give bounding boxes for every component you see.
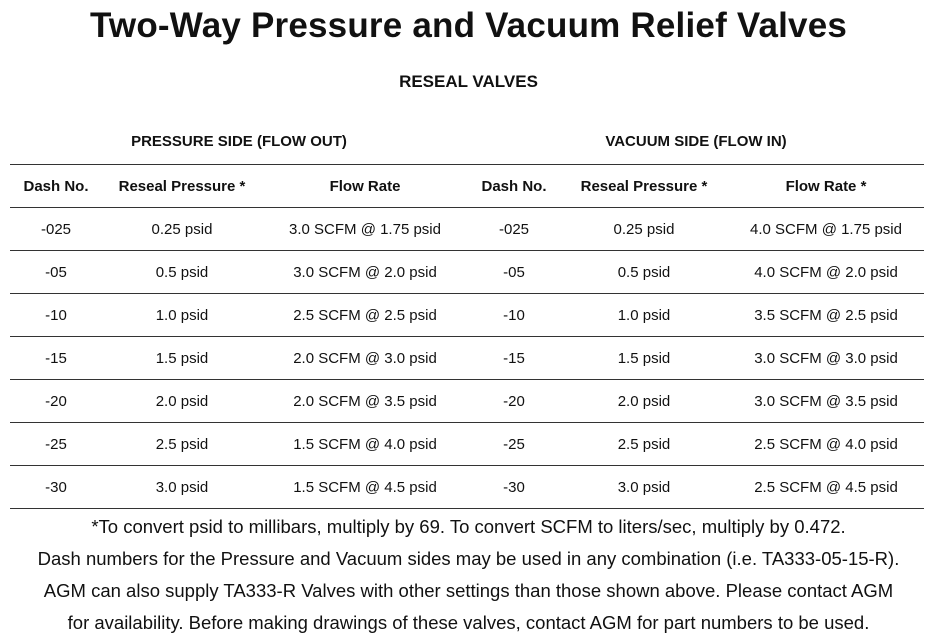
table-row <box>10 337 924 380</box>
reseal-valves-table <box>10 164 924 509</box>
page-subtitle: RESEAL VALVES <box>399 72 538 91</box>
table-row <box>10 294 924 337</box>
header-pressure-reseal-pressure: Reseal Pressure * <box>102 165 262 208</box>
vacuum-reseal-pressure: 1.5 psid <box>560 337 728 380</box>
vacuum-dash-no: -025 <box>468 208 560 251</box>
table-row <box>10 466 924 509</box>
vacuum-dash-no: -15 <box>468 337 560 380</box>
header-vacuum-dash-no: Dash No. <box>468 165 560 208</box>
settings-note: AGM can also supply TA333-R Valves with other settings than those shown above. Please contact AGM <box>43 580 894 601</box>
table-row <box>10 380 924 423</box>
table-row <box>10 423 924 466</box>
vacuum-reseal-pressure: 1.0 psid <box>560 294 728 337</box>
footnotes <box>0 511 937 639</box>
vacuum-flow-rate: 2.5 SCFM @ 4.0 psid <box>728 423 924 466</box>
vacuum-flow-rate: 3.0 SCFM @ 3.0 psid <box>728 337 924 380</box>
pressure-flow-rate: 2.0 SCFM @ 3.5 psid <box>262 380 468 423</box>
vacuum-side-header: VACUUM SIDE (FLOW IN) <box>605 133 787 150</box>
pressure-flow-rate: 3.0 SCFM @ 1.75 psid <box>262 208 468 251</box>
combination-note: Dash numbers for the Pressure and Vacuum sides may be used in any combination (i.e. TA333-05-15-R). <box>37 548 900 569</box>
pressure-flow-rate: 3.0 SCFM @ 2.0 psid <box>262 251 468 294</box>
vacuum-flow-rate: 3.0 SCFM @ 3.5 psid <box>728 380 924 423</box>
pressure-dash-no: -20 <box>10 380 102 423</box>
vacuum-flow-rate: 4.0 SCFM @ 2.0 psid <box>728 251 924 294</box>
pressure-flow-rate: 1.5 SCFM @ 4.5 psid <box>262 466 468 509</box>
pressure-flow-rate: 1.5 SCFM @ 4.0 psid <box>262 423 468 466</box>
vacuum-reseal-pressure: 2.0 psid <box>560 380 728 423</box>
availability-note: for availability. Before making drawings of these valves, contact AGM for part numbers to be used. <box>67 612 870 633</box>
pressure-dash-no: -05 <box>10 251 102 294</box>
vacuum-dash-no: -20 <box>468 380 560 423</box>
vacuum-dash-no: -05 <box>468 251 560 294</box>
table-row <box>10 251 924 294</box>
vacuum-flow-rate: 3.5 SCFM @ 2.5 psid <box>728 294 924 337</box>
vacuum-dash-no: -30 <box>468 466 560 509</box>
table-row <box>10 208 924 251</box>
pressure-reseal-pressure: 1.0 psid <box>102 294 262 337</box>
pressure-reseal-pressure: 0.25 psid <box>102 208 262 251</box>
pressure-dash-no: -30 <box>10 466 102 509</box>
pressure-dash-no: -25 <box>10 423 102 466</box>
header-pressure-flow-rate: Flow Rate <box>262 165 468 208</box>
vacuum-reseal-pressure: 2.5 psid <box>560 423 728 466</box>
pressure-reseal-pressure: 2.0 psid <box>102 380 262 423</box>
pressure-dash-no: -025 <box>10 208 102 251</box>
vacuum-flow-rate: 2.5 SCFM @ 4.5 psid <box>728 466 924 509</box>
header-vacuum-flow-rate: Flow Rate * <box>728 165 924 208</box>
pressure-reseal-pressure: 3.0 psid <box>102 466 262 509</box>
pressure-flow-rate: 2.5 SCFM @ 2.5 psid <box>262 294 468 337</box>
table-header-row <box>10 165 924 208</box>
conversion-note: *To convert psid to millibars, multiply by 69. To convert SCFM to liters/sec, multiply by 0.472. <box>91 516 846 537</box>
pressure-reseal-pressure: 1.5 psid <box>102 337 262 380</box>
pressure-reseal-pressure: 0.5 psid <box>102 251 262 294</box>
vacuum-flow-rate: 4.0 SCFM @ 1.75 psid <box>728 208 924 251</box>
pressure-flow-rate: 2.0 SCFM @ 3.0 psid <box>262 337 468 380</box>
vacuum-reseal-pressure: 0.5 psid <box>560 251 728 294</box>
vacuum-dash-no: -25 <box>468 423 560 466</box>
pressure-dash-no: -15 <box>10 337 102 380</box>
header-vacuum-reseal-pressure: Reseal Pressure * <box>560 165 728 208</box>
vacuum-dash-no: -10 <box>468 294 560 337</box>
page-title: Two-Way Pressure and Vacuum Relief Valves <box>89 6 848 45</box>
pressure-dash-no: -10 <box>10 294 102 337</box>
pressure-side-header: PRESSURE SIDE (FLOW OUT) <box>131 133 347 150</box>
pressure-reseal-pressure: 2.5 psid <box>102 423 262 466</box>
vacuum-reseal-pressure: 3.0 psid <box>560 466 728 509</box>
header-pressure-dash-no: Dash No. <box>10 165 102 208</box>
vacuum-reseal-pressure: 0.25 psid <box>560 208 728 251</box>
